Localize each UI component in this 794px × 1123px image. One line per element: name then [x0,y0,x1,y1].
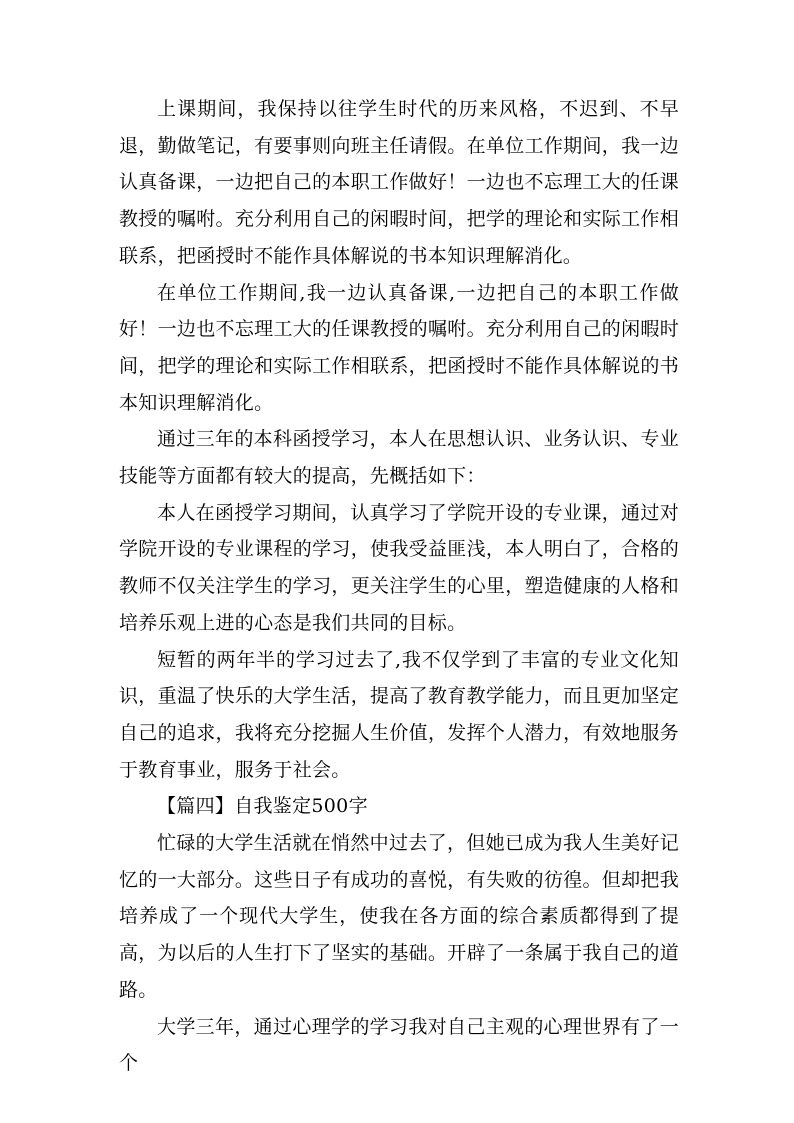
paragraph-three-year-summary: 通过三年的本科函授学习，本人在思想认识、业务认识、专业技能等方面都有较大的提高，先概括如下： [119,428,679,488]
paragraph-work-study: 在单位工作期间,我一边认真备课,一边把自己的本职工作做好！一边也不忘理工大的任课教授的嘱咐。充分利用自己的闲暇时间，把学的理论和实际工作相联系，把函授时不能作具体解说的书本知识理解消化。 [119,281,679,414]
paragraph-college-life: 忙碌的大学生活就在悄然中过去了，但她已成为我人生美好记忆的一大部分。这些日子有成功的喜悦，有失败的彷徨。但却把我培养成了一个现代大学生，使我在各方面的综合素质都得到了提高，为以后的人生打下了坚实的基础。开辟了一条属于我自己的道路。 [119,832,679,1001]
paragraph-conclusion: 短暂的两年半的学习过去了,我不仅学到了丰富的专业文化知识，重温了快乐的大学生活，提高了教育教学能力，而且更加坚定自己的追求，我将充分挖掘人生价值，发挥个人潜力，有效地服务于教育事业，服务于社会。 [119,648,679,781]
document-body [119,91,679,1082]
paragraph-class-attendance: 上课期间，我保持以往学生时代的历来风格，不迟到、不早退，勤做笔记，有要事则向班主任请假。在单位工作期间，我一边认真备课，一边把自己的本职工作做好！一边也不忘理工大的任课教授的嘱咐。充分利用自己的闲暇时间，把学的理论和实际工作相联系，把函授时不能作具体解说的书本知识理解消化。 [119,98,679,267]
paragraph-psychology: 大学三年，通过心理学的学习我对自己主观的心理世界有了一个 [119,1015,679,1075]
section-heading-part-four: 【篇四】自我鉴定500字 [157,795,368,818]
paragraph-course-study: 本人在函授学习期间，认真学习了学院开设的专业课，通过对学院开设的专业课程的学习，使我受益匪浅，本人明白了，合格的教师不仅关注学生的学习，更关注学生的心里，塑造健康的人格和培养乐观上进的心态是我们共同的目标。 [119,501,679,634]
